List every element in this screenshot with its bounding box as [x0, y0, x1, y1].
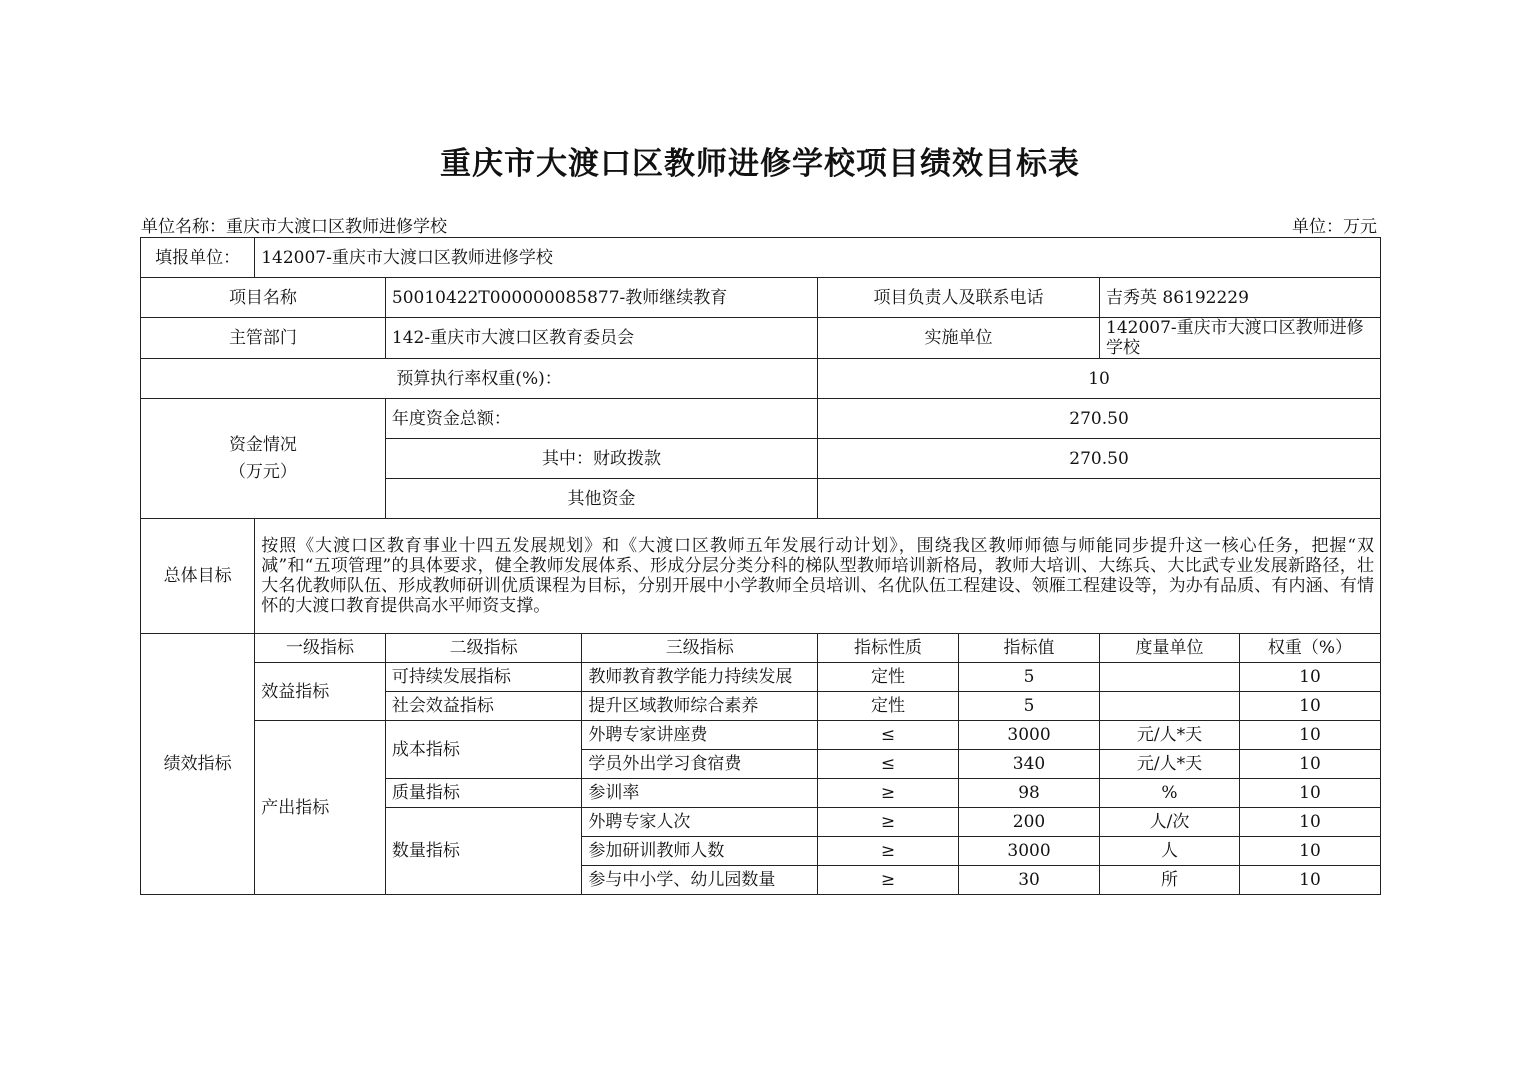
impl-unit-value: 142007-重庆市大渡口区教师进修学校 [1100, 318, 1381, 359]
goal-label: 总体目标 [141, 519, 255, 634]
funds-fiscal-label: 其中：财政拨款 [385, 439, 817, 479]
value-cell: 200 [959, 808, 1100, 837]
funds-total-label: 年度资金总额： [385, 399, 817, 439]
header-level3: 三级指标 [582, 634, 818, 663]
indicator-header-row [141, 634, 1381, 663]
unit-cell [1100, 663, 1240, 692]
nature-cell: ≥ [818, 808, 959, 837]
funds-label [141, 399, 386, 519]
value-cell: 3000 [959, 721, 1100, 750]
dept-row [141, 318, 1381, 359]
level2-cost: 成本指标 [385, 721, 582, 779]
funds-other-value [818, 479, 1381, 519]
performance-target-table [140, 237, 1381, 895]
unit-cell: % [1100, 779, 1240, 808]
value-cell: 30 [959, 866, 1100, 895]
funds-total-value: 270.50 [818, 399, 1381, 439]
level2-quantity: 数量指标 [385, 808, 582, 895]
contact-value: 吉秀英 86192229 [1100, 278, 1381, 318]
table-row [141, 721, 1381, 750]
value-cell: 5 [959, 692, 1100, 721]
header-level2: 二级指标 [385, 634, 582, 663]
unit-cell: 元/人*天 [1100, 721, 1240, 750]
level3-cell: 参训率 [582, 779, 818, 808]
header-nature: 指标性质 [818, 634, 959, 663]
level2-sustainable: 可持续发展指标 [385, 663, 582, 692]
weight-cell: 10 [1239, 837, 1380, 866]
performance-label: 绩效指标 [141, 634, 255, 895]
unit-cell: 人 [1100, 837, 1240, 866]
project-row [141, 278, 1381, 318]
table-row [141, 663, 1381, 692]
weight-cell: 10 [1239, 692, 1380, 721]
funds-fiscal-value: 270.50 [818, 439, 1381, 479]
weight-cell: 10 [1239, 779, 1380, 808]
nature-cell: 定性 [818, 663, 959, 692]
value-cell: 340 [959, 750, 1100, 779]
weight-cell: 10 [1239, 866, 1380, 895]
unit-cell [1100, 692, 1240, 721]
level3-cell: 学员外出学习食宿费 [582, 750, 818, 779]
nature-cell: ≥ [818, 779, 959, 808]
nature-cell: 定性 [818, 692, 959, 721]
project-name-value: 50010422T000000085877-教师继续教育 [385, 278, 817, 318]
page-title: 重庆市大渡口区教师进修学校项目绩效目标表 [440, 146, 1080, 182]
goal-row [141, 519, 1381, 634]
level1-output: 产出指标 [255, 721, 386, 895]
funds-label-line1: 资金情况 [228, 434, 297, 455]
unit-measure: 单位：万元 [1292, 217, 1377, 237]
budget-rate-label: 预算执行率权重(%)： [141, 359, 818, 399]
level3-cell: 提升区域教师综合素养 [582, 692, 818, 721]
header-value: 指标值 [959, 634, 1100, 663]
project-name-label: 项目名称 [141, 278, 386, 318]
value-cell: 98 [959, 779, 1100, 808]
value-cell: 3000 [959, 837, 1100, 866]
unit-name: 单位名称：重庆市大渡口区教师进修学校 [141, 217, 447, 237]
funds-total-row [141, 399, 1381, 439]
header-level1: 一级指标 [255, 634, 386, 663]
nature-cell: ≥ [818, 837, 959, 866]
nature-cell: ≤ [818, 750, 959, 779]
dept-label: 主管部门 [141, 318, 386, 359]
budget-rate-row [141, 359, 1381, 399]
fill-unit-row [141, 238, 1381, 278]
funds-other-label: 其他资金 [385, 479, 817, 519]
unit-cell: 元/人*天 [1100, 750, 1240, 779]
goal-text: 按照《大渡口区教育事业十四五发展规划》和《大渡口区教师五年发展行动计划》，围绕我区教师师德与师能同步提升这一核心任务，把握“双减”和“五项管理”的具体要求，健全教师发展体系、形成分层分类分科的梯队型教师培训新格局，教师大培训、大练兵、大比武专业发展新路径，壮大名优教师队伍、形成教师研训优质课程为目标，分别开展中小学教师全员培训、名优队伍工程建设、领雁工程建设等，为办有品质、有内涵、有情怀的大渡口教育提供高水平师资支撑。 [255, 519, 1381, 634]
unit-cell: 人/次 [1100, 808, 1240, 837]
weight-cell: 10 [1239, 808, 1380, 837]
nature-cell: ≥ [818, 866, 959, 895]
level3-cell: 教师教育教学能力持续发展 [582, 663, 818, 692]
level3-cell: 参与中小学、幼儿园数量 [582, 866, 818, 895]
contact-label: 项目负责人及联系电话 [818, 278, 1100, 318]
nature-cell: ≤ [818, 721, 959, 750]
weight-cell: 10 [1239, 663, 1380, 692]
level3-cell: 外聘专家讲座费 [582, 721, 818, 750]
level1-benefit: 效益指标 [255, 663, 386, 721]
fill-unit-value: 142007-重庆市大渡口区教师进修学校 [255, 238, 1381, 278]
dept-value: 142-重庆市大渡口区教育委员会 [385, 318, 817, 359]
header-weight: 权重（%） [1239, 634, 1380, 663]
budget-rate-value: 10 [818, 359, 1381, 399]
level3-cell: 参加研训教师人数 [582, 837, 818, 866]
level3-cell: 外聘专家人次 [582, 808, 818, 837]
impl-unit-label: 实施单位 [818, 318, 1100, 359]
header-unit: 度量单位 [1100, 634, 1240, 663]
funds-label-line2: （万元） [228, 461, 297, 482]
weight-cell: 10 [1239, 721, 1380, 750]
value-cell: 5 [959, 663, 1100, 692]
weight-cell: 10 [1239, 750, 1380, 779]
unit-cell: 所 [1100, 866, 1240, 895]
fill-unit-label: 填报单位： [141, 238, 255, 278]
level2-quality: 质量指标 [385, 779, 582, 808]
level2-social-benefit: 社会效益指标 [385, 692, 582, 721]
